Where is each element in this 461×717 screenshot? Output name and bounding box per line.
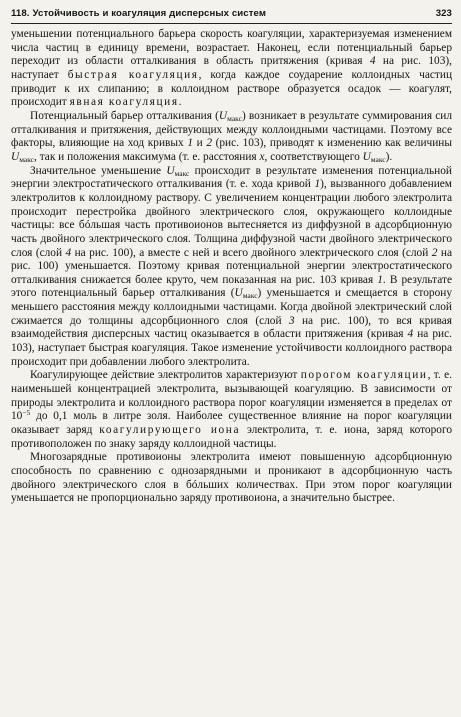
header-section	[11, 8, 266, 19]
text-run: , соответствующего	[264, 150, 363, 163]
italic-symbol: U	[362, 150, 371, 163]
italic-symbol: 4	[369, 55, 376, 68]
paragraph	[11, 369, 452, 451]
text-run: Коагулирующее действие электролитов характеризуют	[30, 369, 301, 382]
text-run: ) уменьшается и смещается в сторону меньшего расстояния между коллоидными частицами. Когда двойной электрический слой сжимается до толщины адсорбционного слоя (слой	[11, 287, 452, 327]
text-run: Значительное уменьшение	[30, 164, 167, 177]
text-run: происходит в результате изменения потенциальной энергии электростатического отталкивания (т. е. хода кривой	[11, 164, 453, 191]
text-run: электролита, т. е. иона, заряд которого противоположен по знаку заряду коллоидной частицы.	[11, 424, 452, 450]
paragraph	[11, 28, 452, 110]
text-run: уменьшении потенциального барьера скорость коагуляции, характеризуемая изменением числа частиц в единицу времени, возрастает. Наконец, если потенциальный барьер переходит из области отталкивания в область притяжения (кривая	[11, 28, 452, 68]
italic-symbol: 1	[377, 273, 383, 286]
text-run: .	[178, 96, 182, 109]
subscript: макс	[19, 154, 35, 164]
spaced-term: коагулирующего иона	[99, 424, 241, 437]
italic-symbol: 2	[431, 246, 438, 259]
italic-symbol: 3	[288, 314, 295, 327]
spaced-term: явная коагуляция	[69, 96, 179, 109]
spaced-term: быстрая коагуляция	[67, 68, 199, 81]
text-run: Потенциальный барьер отталкивания (	[30, 109, 219, 122]
text-run: на рис. 100), а вместе с ней и всего двойного электрического слоя (слой	[71, 246, 432, 259]
subscript: макс	[242, 291, 258, 301]
text-run: Многозарядные противоионы электролита имеют повышенную адсорбционную способность по сравнению с однозарядными и проникают в адсорбционную часть двойного электрического слоя в бóльших количествах. При этом порог коагуляции уменьшается не пропорционально заряду противоиона, а значительно быстрее.	[11, 451, 452, 505]
italic-symbol: U	[218, 109, 228, 122]
text-run: ) возникает в результате суммирования сил отталкивания и притяжения, действующих между коллоидными частицами. Поэтому все факторы, влияющие на ход кривых	[11, 109, 452, 150]
subscript: макс	[370, 154, 386, 164]
text-run: на рис. 103), наступает быстрая коагуляция. Такое изменение устойчивости коллоидного раствора происходит при добавлении любого электролита.	[11, 328, 452, 368]
paragraph	[11, 110, 452, 165]
text-run: (рис. 103), приводят к изменению как величины	[211, 137, 452, 150]
italic-symbol: 1	[187, 137, 193, 150]
italic-symbol: 2	[206, 137, 212, 150]
text-run: , т. е. наименьшей концентрацией электролита, вызывающей коагуляцию. В зависимости от природы электролита и коллоидного раствора порог коагуляции изменяется в пределах от 10	[11, 369, 452, 423]
spaced-term: порогом коагуляции	[300, 369, 428, 382]
text-run: . В результате этого потенциальный барьер отталкивания (	[11, 273, 452, 300]
subscript: макс	[174, 168, 190, 178]
italic-symbol: 4	[65, 246, 72, 259]
superscript: −5	[22, 408, 31, 418]
running-header	[11, 8, 452, 24]
page-number: 323	[435, 8, 452, 19]
body-text	[11, 28, 452, 506]
paragraph	[11, 165, 452, 370]
section-number: 118.	[11, 8, 30, 19]
text-run: на рис. 100), то вся кривая взаимодействия дисперсных частиц оказывается в области притяжения (кривая	[11, 314, 452, 341]
text-run: ).	[385, 150, 393, 163]
subscript: макс	[227, 113, 242, 123]
text-run: на рис. 103), наступает	[11, 55, 452, 81]
italic-symbol: U	[166, 164, 175, 177]
italic-symbol: U	[11, 150, 20, 163]
italic-symbol: 4	[407, 328, 414, 341]
italic-symbol: U	[234, 287, 243, 300]
paragraph	[11, 451, 452, 506]
section-title: Устойчивость и коагуляция дисперсных систем	[32, 8, 267, 19]
text-run: до 0,1 моль в литре золя. Наиболее существенное влияние на порог коагуляции оказывает заряд	[11, 410, 452, 437]
text-run: , так и положения максимума (т. е. расстояния	[34, 150, 260, 163]
italic-symbol: 1	[314, 178, 321, 191]
text-run: и	[192, 137, 207, 150]
text-run: на рис. 100) уменьшается. Поэтому кривая потенциальной энергии электростатического отталкивания снижается более круто, чем показанная на рис. 103 кривая	[11, 246, 452, 286]
text-run: ), вызванного добавлением электролитов к коллоидному раствору. С увеличением концентрации любого электролита происходит перестройка двойного электрического слоя, окружающего коллоидные частицы: все бóльшая часть противоионов вытесняется из диффузной в адсорбционную часть двойного электрического слоя. Толщина диффузной части двойного электрического слоя (слой	[11, 178, 452, 259]
text-run: , когда каждое соударение коллоидных частиц приводит к их слипанию; в коллоидном растворе образуется осадок — коагулят, происходит	[11, 68, 453, 109]
italic-symbol: x	[259, 150, 265, 163]
